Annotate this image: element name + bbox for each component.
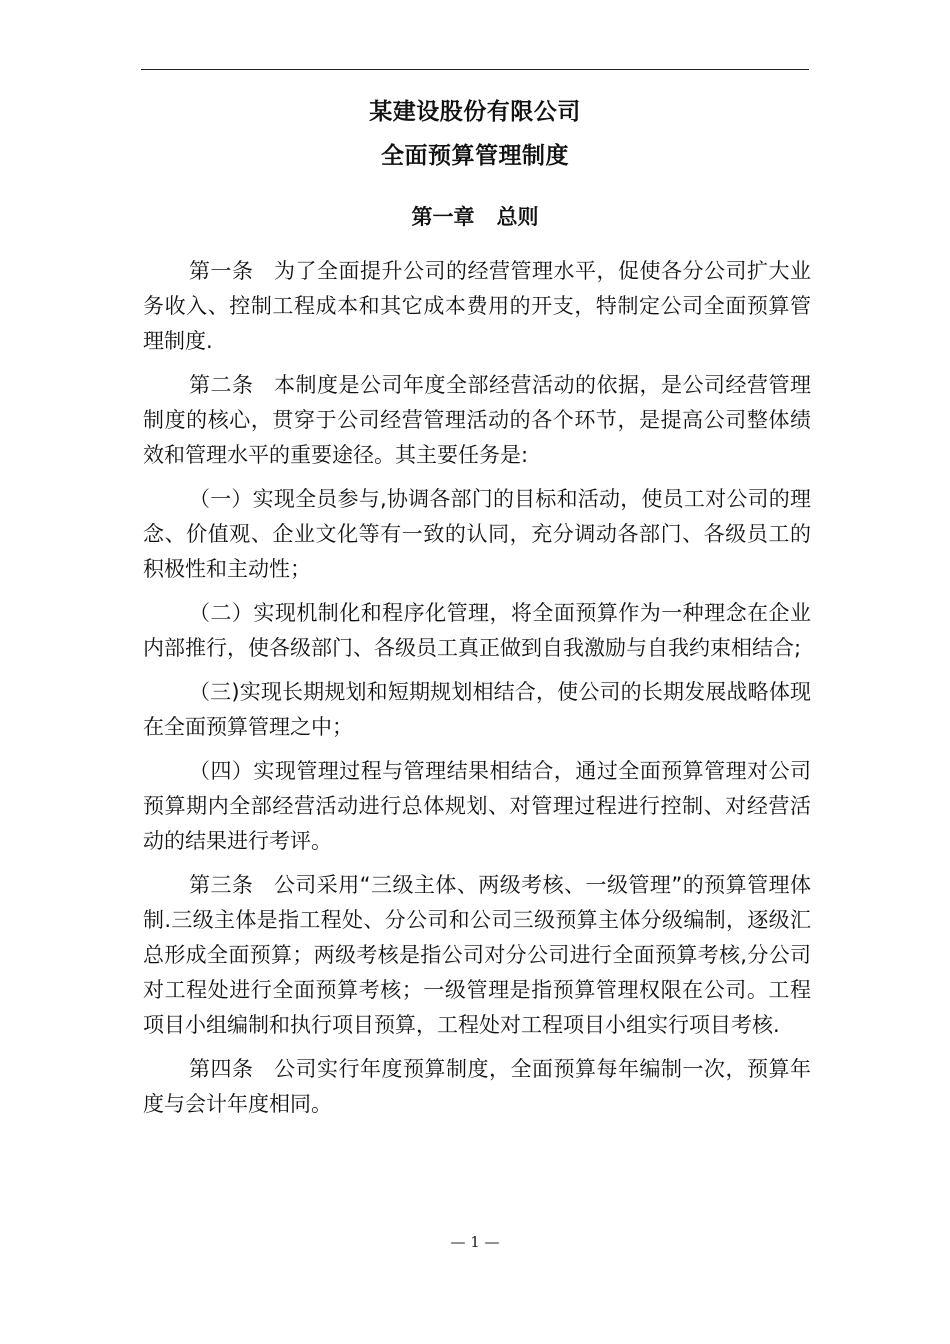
chapter-number: 第一章 bbox=[411, 205, 475, 229]
article-label: 第三条 bbox=[189, 873, 254, 897]
document-title-regulation: 全面预算管理制度 bbox=[381, 143, 569, 169]
task-text: （四）实现管理过程与管理结果相结合，通过全面预算管理对公司预算期内全部经营活动进行总体规划、对管理过程进行控制、对经营活动的结果进行考评。 bbox=[143, 759, 811, 853]
article-label: 第四条 bbox=[189, 1057, 254, 1081]
article-4 bbox=[143, 1052, 811, 1122]
task-item-4 bbox=[143, 754, 811, 859]
document-title-company: 某建设股份有限公司 bbox=[369, 99, 581, 125]
chapter-heading bbox=[0, 202, 950, 232]
article-label: 第二条 bbox=[189, 373, 254, 397]
header-rule bbox=[141, 69, 809, 70]
page-number: — 1 — bbox=[450, 1233, 500, 1251]
task-item-1 bbox=[143, 482, 811, 587]
article-label: 第一条 bbox=[189, 259, 254, 283]
article-text: 公司采用“三级主体、两级考核、一级管理”的预算管理体制.三级主体是指工程处、分公司和公司三级预算主体分级编制，逐级汇总形成全面预算；两级考核是指公司对分公司进行全面预算考核,分公司对工程处进行全面预算考核；一级管理是指预算管理权限在公司。工程项目小组编制和执行项目预算，工程处对工程项目小组实行项目考核. bbox=[143, 873, 811, 1037]
article-2 bbox=[143, 368, 811, 473]
article-text: 本制度是公司年度全部经营活动的依据，是公司经营管理制度的核心，贯穿于公司经营管理活动的各个环节，是提高公司整体绩效和管理水平的重要途径。其主要任务是: bbox=[143, 373, 811, 467]
task-item-3 bbox=[143, 675, 811, 745]
task-text: （一）实现全员参与,协调各部门的目标和活动，使员工对公司的理念、价值观、企业文化等有一致的认同，充分调动各部门、各级员工的积极性和主动性； bbox=[143, 487, 811, 581]
task-text: （二）实现机制化和程序化管理，将全面预算作为一种理念在企业内部推行，使各级部门、各级员工真正做到自我激励与自我约束相结合; bbox=[143, 601, 811, 660]
chapter-name: 总则 bbox=[496, 205, 539, 229]
article-text: 为了全面提升公司的经营管理水平，促使各分公司扩大业务收入、控制工程成本和其它成本费用的开支，特制定公司全面预算管理制度. bbox=[143, 259, 811, 353]
article-text: 公司实行年度预算制度，全面预算每年编制一次，预算年度与会计年度相同。 bbox=[143, 1057, 811, 1116]
task-text: （三)实现长期规划和短期规划相结合，使公司的长期发展战略体现在全面预算管理之中； bbox=[143, 680, 811, 739]
document-body bbox=[143, 254, 811, 1131]
article-1 bbox=[143, 254, 811, 359]
article-3 bbox=[143, 868, 811, 1043]
task-item-2 bbox=[143, 596, 811, 666]
